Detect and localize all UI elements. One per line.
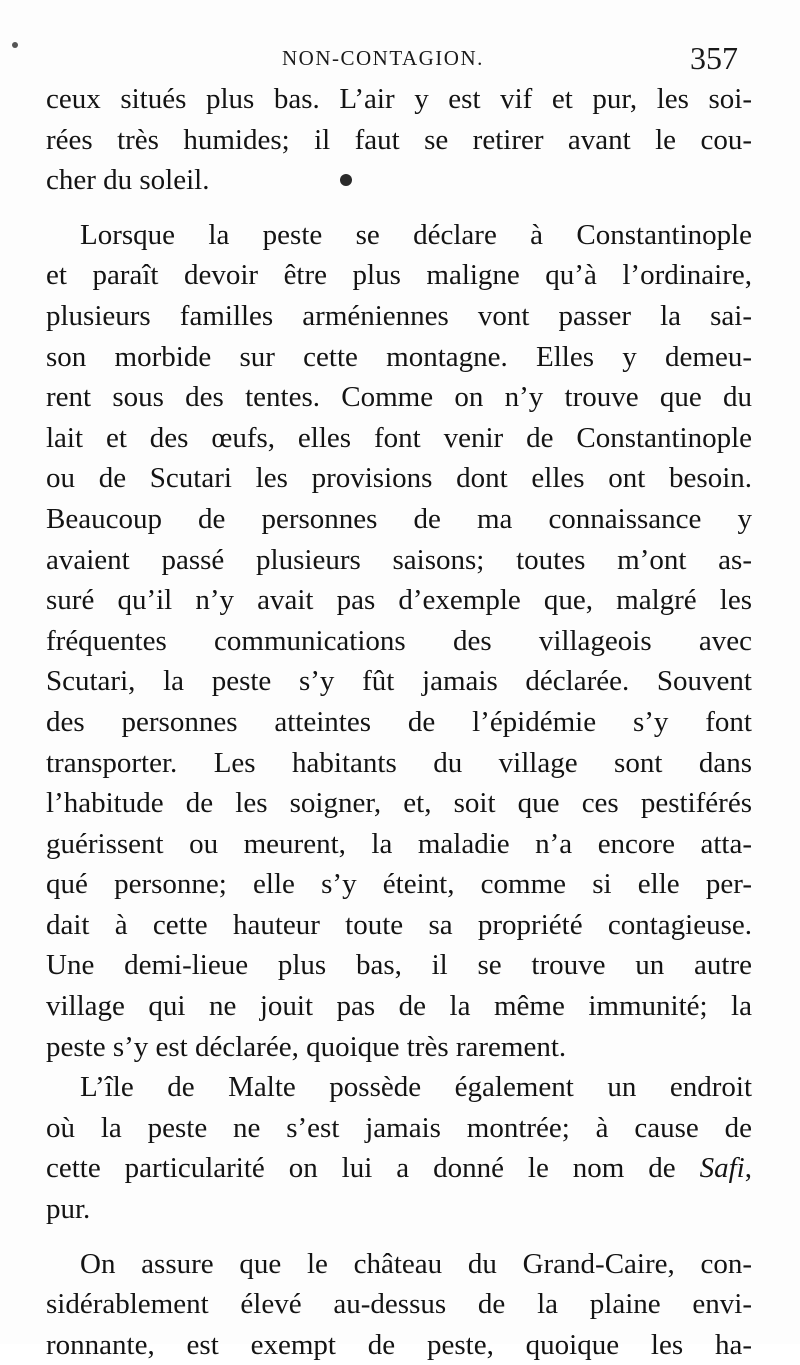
text-line: transporter. Les habitants du village sont dans [46, 746, 752, 779]
text-line: Scutari, la peste s’y fût jamais déclarée. Souvent [46, 665, 752, 698]
text-line: cette particularité on lui a donné le nom de Safi, [46, 1152, 752, 1185]
text-line: peste s’y est déclarée, quoique très rarement. [46, 1030, 567, 1063]
text-line: rent sous des tentes. Comme on n’y trouve que du [46, 381, 752, 414]
text-line: plusieurs familles arméniennes vont passer la sai- [46, 299, 752, 332]
text-line: son morbide sur cette montagne. Elles y demeu- [46, 340, 752, 373]
text-line: avaient passé plusieurs saisons; toutes m’ont as- [46, 543, 752, 576]
text-line: Lorsque la peste se déclare à Constantinople [80, 218, 752, 251]
text-line: Une demi-lieue plus bas, il se trouve un autre [46, 949, 752, 982]
text-line: dait à cette hauteur toute sa propriété contagieuse. [46, 908, 752, 941]
text-line: suré qu’il n’y avait pas d’exemple que, malgré les [46, 584, 752, 617]
running-head [0, 40, 800, 80]
text-line: l’habitude de les soigner, et, soit que ces pestiférés [46, 787, 752, 820]
text-line: sidérablement élevé au-dessus de la plaine envi- [46, 1288, 752, 1321]
text-line: où la peste ne s’est jamais montrée; à cause de [46, 1111, 752, 1144]
text-line: guérissent ou meurent, la maladie n’a encore atta- [46, 827, 752, 860]
paragraph-gap [46, 1230, 752, 1244]
text-line: et paraît devoir être plus maligne qu’à l’ordinaire, [46, 259, 752, 292]
page-number: 357 [690, 40, 738, 76]
running-title: NON-CONTAGION. [282, 46, 484, 70]
text-line: des personnes atteintes de l’épidémie s’y font [46, 705, 752, 738]
text-line: rées très humides; il faut se retirer avant le cou- [46, 123, 752, 156]
text-line: pur. [46, 1193, 91, 1226]
text-line: qué personne; elle s’y éteint, comme si elle per- [46, 868, 752, 901]
text-line: cher du soleil. [46, 164, 210, 197]
text-line: L’île de Malte possède également un endroit [80, 1071, 752, 1104]
text-line: Beaucoup de personnes de ma connaissance y [46, 502, 752, 535]
text-line: ou de Scutari les provisions dont elles ont besoin. [46, 462, 752, 495]
text-line: ronnante, est exempt de peste, quoique les ha- [46, 1328, 752, 1361]
text-line: On assure que le château du Grand-Caire, con- [80, 1247, 752, 1280]
text-line: lait et des œufs, elles font venir de Constantinople [46, 421, 752, 454]
body-text [46, 79, 752, 1365]
text-line: fréquentes communications des villageois avec [46, 624, 752, 657]
paragraph-gap [46, 201, 752, 215]
text-line: ceux situés plus bas. L’air y est vif et pur, les soi- [46, 83, 752, 115]
text-line: village qui ne jouit pas de la même immunité; la [46, 990, 752, 1023]
